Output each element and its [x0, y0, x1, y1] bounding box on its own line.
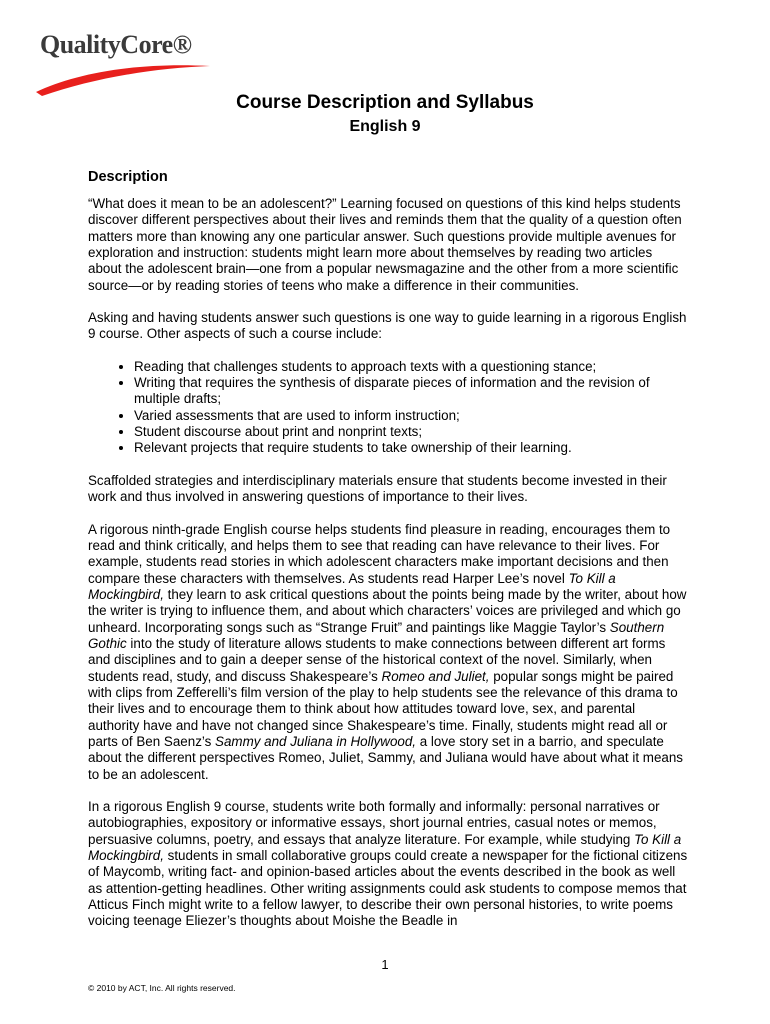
page-title: Course Description and Syllabus [236, 92, 534, 113]
list-item: • Relevant projects that require students to take ownership of their learning. [134, 440, 688, 456]
paragraph-1: “What does it mean to be an adolescent?” Learning focused on questions of this kind helps students discover different perspectives about their lives and reminds them that the quality of a question often matters more than knowing any one particular answer. Such questions provide multiple avenues for exploration and instruction: students might learn more about themselves by reading two articles about the adolescent brain—one from a popular newsmagazine and the other from a more scientific source—or by reading stories of teens who make a difference in their communities. [88, 196, 682, 293]
description-heading: Description [88, 169, 168, 185]
list-item: • Student discourse about print and nonprint texts; [134, 424, 688, 440]
logo-text: QualityCore® [40, 30, 192, 59]
play-title: Romeo and Juliet, [381, 668, 490, 684]
qualitycore-logo [34, 26, 214, 94]
logo-swoosh-icon [34, 56, 214, 96]
text-run: students in small collaborative groups could create a newspaper for the fictional citizens of Maycomb, writing fact- and opinion-based articles about the events described in the book as well as attention-getting headlines. Other writing assignments could ask students to compose memos that Atticus Finch might write to a fellow lawyer, to describe their own personal histories, to write poems voicing teenage Eliezer’s thoughts about Moishe the Beadle in [88, 848, 688, 929]
paragraph-3: Scaffolded strategies and interdisciplinary materials ensure that students become invested in their work and thus involved in answering questions of importance to their lives. [88, 472, 667, 505]
book-title: Sammy and Juliana in Hollywood, [215, 733, 417, 749]
page-subtitle: English 9 [349, 118, 421, 135]
artwork-title: Southern Gothic [88, 619, 665, 651]
text-run: into the study of literature allows students to make connections between different art forms and disciplines and to gain a deeper sense of the historical context of the novel. Similarly, when students read, study, and discuss Shakespeare’s [88, 635, 666, 684]
list-item: • Varied assessments that are used to inform instruction; [134, 408, 688, 424]
text-run: popular songs might be paired with clips from Zefferelli’s film version of the play to help students see the relevance of this drama to their lives and to encourage them to think about how attitudes toward love, sex, and parental authority have and have not changed since Shakespeare’s time. Finally, students might read all or parts of Ben Saenz’s [88, 668, 678, 749]
text-run: a love story set in a barrio, and speculate about the different perspectives Romeo, Juliet, Sammy, and Juliana would have about what it means to be an adolescent. [88, 733, 683, 782]
list-item: • Writing that requires the synthesis of disparate pieces of information and the revision of multiple drafts; [134, 375, 688, 408]
text-run: A rigorous ninth-grade English course helps students find pleasure in reading, encourages them to read and think critically, and helps them to see that reading can have relevance to their lives. For example, students read stories in which adolescent characters make important decisions and then compare these characters with themselves. As students read Harper Lee’s novel [88, 521, 671, 586]
list-item: • Reading that challenges students to approach texts with a questioning stance; [134, 359, 688, 375]
book-title: To Kill a Mockingbird, [88, 831, 682, 864]
book-title: To Kill a Mockingbird, [88, 570, 616, 602]
paragraph-2: Asking and having students answer such questions is one way to guide learning in a rigorous English 9 course. Other aspects of such a course include: [88, 310, 687, 342]
copyright-footer: © 2010 by ACT, Inc. All rights reserved. [88, 983, 236, 993]
text-run: they learn to ask critical questions about the points being made by the writer, about how the writer is trying to influence them, and about which characters’ voices are privileged and which go unheard. Incorporating songs such as “Strange Fruit” and paintings like Maggie Taylor’s [88, 586, 687, 635]
text-run: In a rigorous English 9 course, students write both formally and informally: personal narratives or autobiographies, expository or informative essays, short journal entries, casual notes or memos, persuasive columns, poetry, and essays that analyze literature. For example, while studying [88, 799, 660, 847]
paragraph-5 [88, 799, 688, 930]
course-aspects-list [88, 359, 688, 457]
page-number: 1 [381, 957, 389, 972]
document-body [88, 168, 688, 946]
paragraph-4 [88, 522, 688, 784]
